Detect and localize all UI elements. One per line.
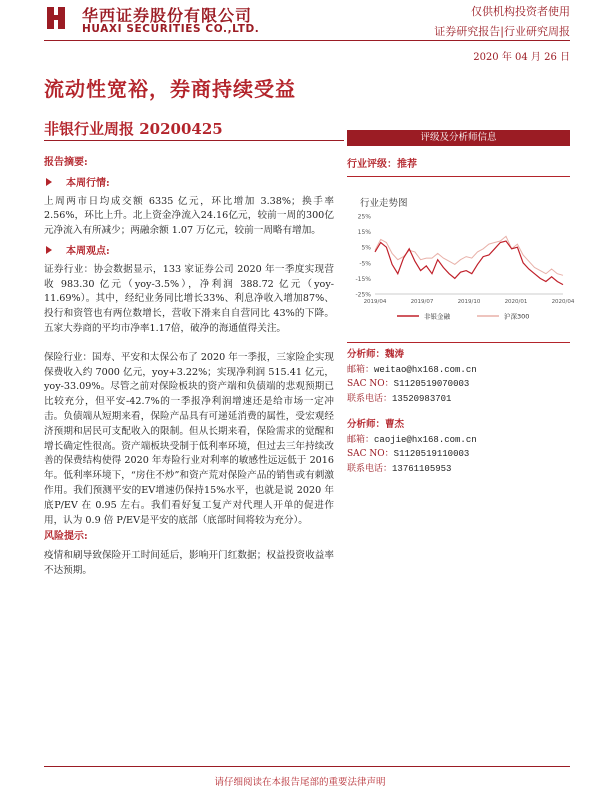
- footer-divider: [44, 766, 570, 767]
- summary-heading: 报告摘要:: [44, 157, 88, 168]
- analyst-card: [347, 418, 570, 476]
- report-subtitle: 非银行业周报 20200425: [44, 120, 223, 138]
- x-tick-label: 2019/10: [457, 299, 481, 305]
- y-tick-label: -15%: [355, 275, 371, 283]
- sidebar-divider: [347, 342, 570, 343]
- series-line-nonbank: [375, 241, 563, 285]
- subtitle-divider: [44, 140, 344, 141]
- legal-notice: 请仔细阅读在本报告尾部的重要法律声明: [214, 777, 386, 788]
- y-tick-label: 5%: [361, 244, 371, 252]
- analyst-email-link[interactable]: caojie@hx168.com.cn: [374, 434, 477, 445]
- legend-label: 非银金融: [424, 312, 450, 321]
- y-tick-label: 15%: [357, 229, 371, 237]
- analyst-sac: S1120519110003: [393, 449, 470, 459]
- analyst-phone: 13520983701: [392, 393, 452, 404]
- bullet-triangle-icon: [46, 178, 52, 186]
- brand-name-cn: 华西证券股份有限公司: [82, 6, 253, 25]
- summary-column: [44, 150, 334, 579]
- email-label: 邮箱：: [347, 434, 375, 445]
- section-market-label: 本周行情:: [66, 177, 110, 189]
- risk-text: 疫情和刷导致保险开工时间延后，影响开门红数据；权益投资收益率不达预期。: [44, 550, 334, 576]
- x-tick-label: 2019/04: [363, 299, 387, 305]
- y-tick-label: 25%: [357, 213, 371, 221]
- x-tick-label: 2020/04: [551, 299, 575, 305]
- analyst-name: 分析师：曹杰: [347, 419, 405, 430]
- y-tick-label: -5%: [359, 260, 371, 268]
- report-date: 2020 年 04 月 26 日: [473, 52, 570, 63]
- sac-label: SAC NO：: [347, 449, 394, 459]
- report-type-tag: 证券研究报告|行业研究周报: [434, 25, 570, 38]
- risk-heading: 风险提示:: [44, 531, 88, 543]
- x-tick-label: 2020/01: [504, 299, 528, 305]
- trend-chart-title: 行业走势图: [360, 198, 408, 209]
- series-line-hs300: [375, 236, 563, 275]
- analyst-email-link[interactable]: weitao@hx168.com.cn: [374, 364, 477, 375]
- huaxi-logo-icon: [44, 4, 68, 32]
- analyst-name: 分析师：魏涛: [347, 349, 405, 360]
- analyst-sac: S1120519070003: [393, 379, 470, 389]
- header-divider: [44, 40, 570, 41]
- phone-label: 联系电话：: [347, 463, 393, 474]
- analyst-card: [347, 348, 570, 406]
- brand-name-en: HUAXI SECURITIES CO.,LTD.: [82, 23, 260, 35]
- section-view-heading: [44, 245, 334, 260]
- section-view-label: 本周观点:: [66, 245, 110, 257]
- section-market-heading: [44, 177, 334, 192]
- report-title: 流动性宽裕，券商持续受益: [44, 77, 296, 101]
- sidebar-divider: [347, 176, 570, 177]
- industry-rating: 行业评级：推荐: [347, 159, 417, 170]
- sac-label: SAC NO：: [347, 379, 394, 389]
- analyst-phone: 13761105953: [392, 463, 452, 474]
- sidebar-header: 评级及分析师信息: [347, 130, 570, 146]
- phone-label: 联系电话：: [347, 393, 393, 404]
- x-tick-label: 2019/07: [410, 299, 434, 305]
- insurance-paragraph: 保险行业：国寿、平安和太保公布了 2020 年一季报，三家险企实现保费收入约 7000 亿元，yoy+3.22%；实现净利润 515.41 亿元，yoy-33.09%。尽管之前对保险板块的资产端和负债端的悲观预期已比较充分，但平安-42.7%的一季报净利润增速还是给市场一定冲击。负债端从短期来看，保险产品具有可递延消费的属性，受宏观经济预期和居民可支配收入的限制。但从长期来看，保险需求的觉醒和增长确定性很高。资产端板块受制于低利率环境，但过去三年持续改善的保费结构使得 2020 年寿险行业对利率的敏感性远远低于 2016 年。低利率环境下，“房住不炒”和资产荒对保险产品的销售或有刺激作用。我们预测平安的EV增速仍保持15%水平，也就是说 2020 年底P/EV 在 0.95 左右。我们看好复工复产对代理人开单的促进作用，认为 0.9 倍 P/EV是平安的底部（底部时间将较为充分）。: [44, 351, 334, 526]
- y-tick-label: -25%: [355, 291, 371, 299]
- legend-label: 沪深300: [504, 312, 530, 321]
- bullet-triangle-icon: [46, 246, 52, 254]
- trend-chart: [345, 208, 575, 328]
- audience-tag: 仅供机构投资者使用: [471, 5, 570, 18]
- securities-paragraph: 证券行业：协会数据显示，133 家证券公司 2020 年一季度实现营收 983.30 亿元（yoy-3.5%），净利润 388.72 亿元（yoy-11.69%）。其中，经纪业务同比增长33%、利息净收入增加87%、投行和资管也有两位数增长，营收下滑来自自营同比 43%的下降。五家大券商的平均市净率1.17倍，破净的海通值得关注。: [44, 263, 334, 334]
- section-market-text: 上周两市日均成交额 6335 亿元，环比增加 3.38%；换手率 2.56%，环比上升。北上资金净流入24.16亿元，较前一周的300亿元净流入有所减少；两融余额 1.07 万亿元，较前一周略有增加。: [44, 195, 334, 237]
- email-label: 邮箱：: [347, 364, 375, 375]
